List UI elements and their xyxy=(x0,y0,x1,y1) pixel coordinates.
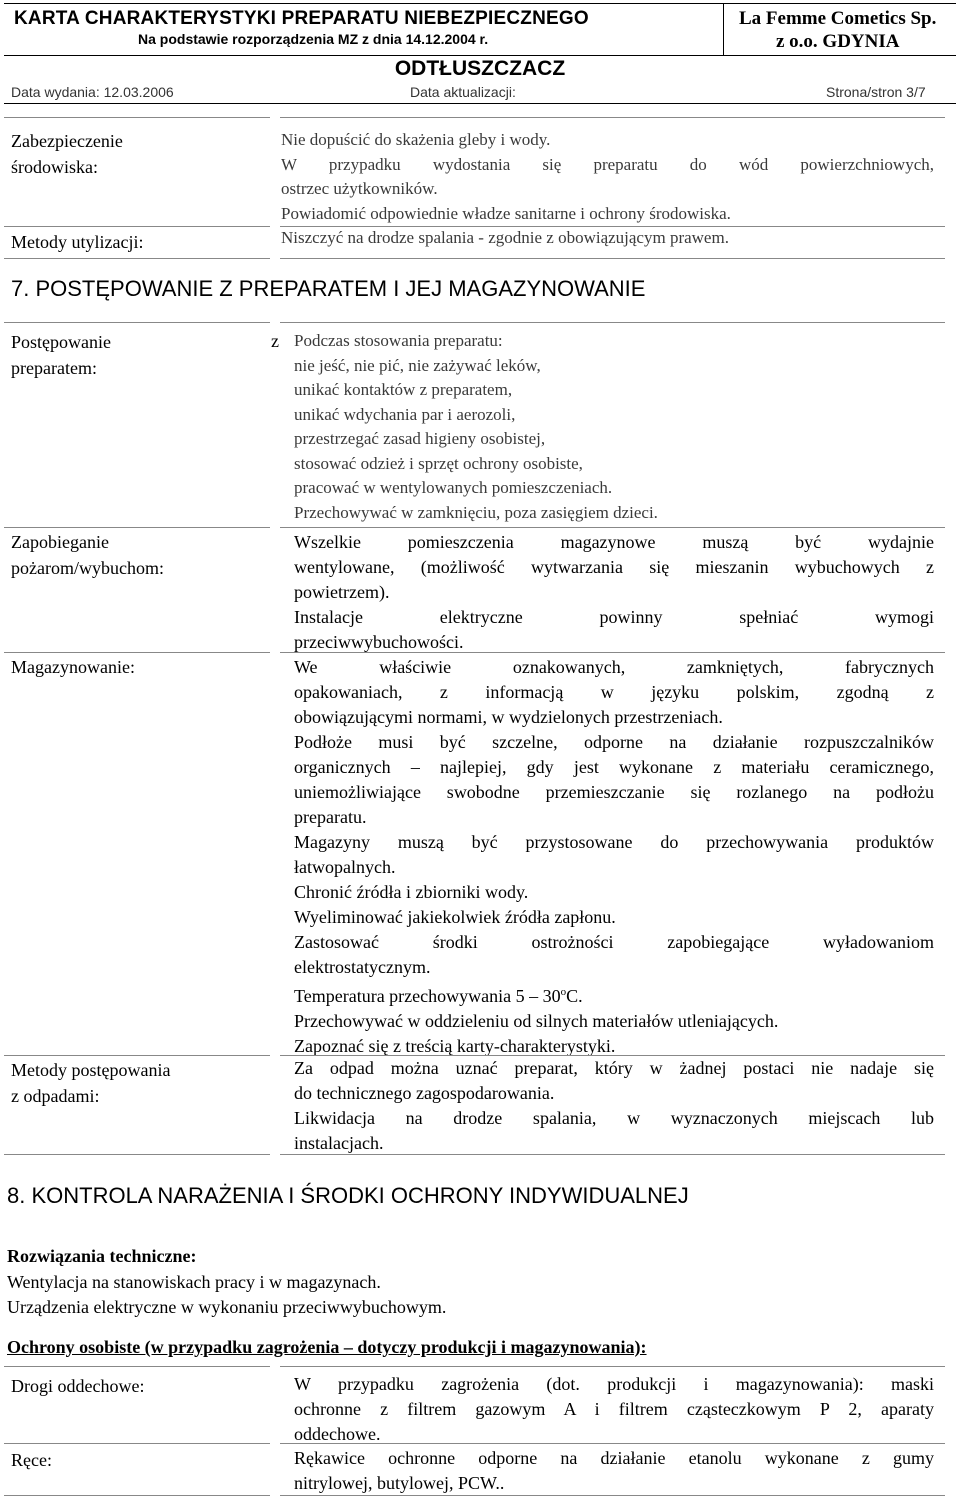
company-name: La Femme Cometics Sp. xyxy=(739,8,937,29)
table-border xyxy=(280,527,945,528)
label-line: pożarom/wybuchom: xyxy=(11,558,164,578)
page-number: Strona/stron 3/7 xyxy=(826,84,926,100)
text-line: obowiązującymi normami, w wydzielonych przestrzeniach. xyxy=(294,707,723,727)
waste-methods-text xyxy=(294,1056,934,1156)
handling-label xyxy=(11,329,111,381)
header-mid-rule xyxy=(4,55,956,56)
text-line: Wyeliminować jakiekolwiek źródła zapłonu. xyxy=(294,907,616,927)
technical-solutions-text xyxy=(7,1270,446,1320)
update-date-label: Data aktualizacji: xyxy=(410,84,516,100)
label-line: Metody postępowania xyxy=(11,1060,171,1080)
text-line: organicznych – najlepiej, gdy jest wykonane z materiału ceramicznego, xyxy=(294,757,934,777)
technical-solutions-heading: Rozwiązania techniczne: xyxy=(7,1246,197,1266)
text-line: Nie dopuścić do skażenia gleby i wody. xyxy=(281,130,551,149)
table-border xyxy=(4,226,270,227)
document-title: KARTA CHARAKTERYSTYKI PREPARATU NIEBEZPIECZNEGO xyxy=(14,8,589,29)
text-line: oddechowe. xyxy=(294,1424,381,1444)
text-line: elektrostatycznym. xyxy=(294,957,431,977)
text-line: Za odpad można uznać preparat, który w żadnej postaci nie nadaje się xyxy=(294,1058,934,1078)
header-top-rule xyxy=(4,3,956,4)
temperature-unit: C. xyxy=(566,986,583,1006)
text-line: łatwopalnych. xyxy=(294,857,396,877)
degree-sign: o xyxy=(560,986,567,998)
handling-instructions xyxy=(294,329,934,525)
label-line: Zabezpieczenie xyxy=(11,131,123,151)
table-border xyxy=(4,1366,270,1367)
environment-protection-label xyxy=(11,128,123,180)
environment-text xyxy=(281,128,934,251)
table-border xyxy=(280,322,945,323)
regulation-reference: Na podstawie rozporządzenia MZ z dnia 14.12.2004 r. xyxy=(138,31,489,47)
hands-text xyxy=(294,1446,934,1496)
table-border xyxy=(280,652,945,653)
section-7-heading: 7. POSTĘPOWANIE Z PREPARATEM I JEJ MAGAZYNOWANIE xyxy=(11,276,646,301)
text-line: unikać wdychania par i aerozoli, xyxy=(294,404,516,424)
storage-text xyxy=(294,655,934,1059)
table-border xyxy=(4,1443,270,1444)
text-line: Likwidacja na drodze spalania, w wyznaczonych miejscach lub xyxy=(294,1108,934,1128)
text-line: unikać kontaktów z preparatem, xyxy=(294,380,513,399)
text-line: nie jeść, nie pić, nie zażywać leków, xyxy=(294,355,541,375)
table-border xyxy=(4,1154,270,1155)
label-line: środowiska: xyxy=(11,157,98,177)
text-line: Podłoże musi być szczelne, odporne na działanie rozpuszczalników xyxy=(294,732,934,752)
text-line: Podczas stosowania preparatu: xyxy=(294,331,503,350)
issue-date: Data wydania: 12.03.2006 xyxy=(11,84,174,100)
text-line: Niszczyć na drodze spalania - zgodnie z obowiązującym prawem. xyxy=(281,228,729,247)
table-border xyxy=(4,258,270,259)
text-line: Zastosować środki ostrożności zapobiegające wyładowaniom xyxy=(294,932,934,952)
text-line: preparatu. xyxy=(294,807,367,827)
table-border xyxy=(4,527,270,528)
handling-z-marker: z xyxy=(271,331,279,351)
text-line: Powiadomić odpowiednie władze sanitarne i ochrony środowiska. xyxy=(281,203,731,223)
text-line: Wentylacja na stanowiskach pracy i w magazynach. xyxy=(7,1272,381,1292)
text-line: opakowaniach, z informacją w języku polskim, zgodną z xyxy=(294,682,934,702)
text-line: nitrylowej, butylowej, PCW.. xyxy=(294,1473,505,1493)
text-line: W przypadku zagrożenia (dot. produkcji i magazynowania): maski xyxy=(294,1374,934,1394)
storage-label: Magazynowanie: xyxy=(11,657,135,677)
table-border xyxy=(280,1366,945,1367)
table-border xyxy=(280,1443,945,1444)
label-line: Zapobieganie xyxy=(11,532,109,552)
text-line: wentylowane, (możliwość wytwarzania się mieszanin wybuchowych z xyxy=(294,557,934,577)
label-line: Postępowanie xyxy=(11,332,111,352)
text-line: W przypadku wydostania się preparatu do wód powierzchniowych, xyxy=(281,154,934,174)
text-line: uniemożliwiające swobodne przemieszczanie się rozlanego na podłożu xyxy=(294,782,934,802)
text-line: Urządzenia elektryczne w wykonaniu przeciwwybuchowym. xyxy=(7,1297,447,1317)
text-line: We właściwie oznakowanych, zamkniętych, fabrycznych xyxy=(294,657,934,677)
table-border xyxy=(280,117,945,118)
text-line: Przechowywać w zamknięciu, poza zasięgiem dzieci. xyxy=(294,502,658,522)
text-line: Chronić źródła i zbiorniki wody. xyxy=(294,882,529,902)
table-border xyxy=(4,322,270,323)
product-name: ODTŁUSZCZACZ xyxy=(394,57,566,80)
table-border xyxy=(4,652,270,653)
table-border xyxy=(280,258,945,259)
waste-methods-label xyxy=(11,1057,170,1109)
fire-prevention-text xyxy=(294,530,934,655)
label-line: preparatem: xyxy=(11,358,97,378)
text-line: pracować w wentylowanych pomieszczeniach. xyxy=(294,478,613,497)
section-8-heading: 8. KONTROLA NARAŻENIA I ŚRODKI OCHRONY INDYWIDUALNEJ xyxy=(7,1183,689,1208)
temperature-range: Temperatura przechowywania 5 – 30 xyxy=(294,986,561,1006)
text-line: ochronne z filtrem gazowym A i filtrem cząsteczkowym P 2, aparaty xyxy=(294,1399,934,1419)
text-line: Instalacje elektryczne powinny spełniać wymogi xyxy=(294,607,934,627)
text-line: powietrzem). xyxy=(294,582,390,602)
text-line: Wszelkie pomieszczenia magazynowe muszą być wydajnie xyxy=(294,532,934,552)
table-border xyxy=(280,1495,945,1496)
table-border xyxy=(4,1055,270,1056)
text-line: przeciwwybuchowości. xyxy=(294,632,464,652)
company-location: z o.o. GDYNIA xyxy=(776,31,900,52)
text-line: Przechowywać w oddzieleniu od silnych materiałów utleniających. xyxy=(294,1011,779,1031)
storage-temperature xyxy=(294,980,934,1009)
text-line: przestrzegać zasad higieny osobistej, xyxy=(294,429,546,448)
respiratory-label: Drogi oddechowe: xyxy=(11,1376,145,1396)
text-line: stosować odzież i sprzęt ochrony osobiste, xyxy=(294,453,583,473)
table-border xyxy=(4,1495,270,1496)
text-line: Rękawice ochronne odporne na działanie etanolu wykonane z gumy xyxy=(294,1448,934,1468)
text-line: ostrzec użytkowników. xyxy=(281,179,438,198)
text-line: Magazyny muszą być przystosowane do przechowywania produktów xyxy=(294,832,934,852)
personal-protection-heading: Ochrony osobiste (w przypadku zagrożenia – dotyczy produkcji i magazynowania): xyxy=(7,1337,647,1357)
hands-label: Ręce: xyxy=(11,1450,52,1470)
disposal-methods-label: Metody utylizacji: xyxy=(11,232,144,252)
text-line: do technicznego zagospodarowania. xyxy=(294,1083,555,1103)
text-line: Zapoznać się z treścią karty-charakterystyki. xyxy=(294,1036,616,1056)
text-line: instalacjach. xyxy=(294,1133,384,1153)
respiratory-text xyxy=(294,1372,934,1447)
fire-prevention-label xyxy=(11,529,164,581)
header-divider xyxy=(723,3,724,55)
label-line: z odpadami: xyxy=(11,1086,100,1106)
table-border xyxy=(4,117,270,118)
header-bottom-rule xyxy=(4,103,956,104)
